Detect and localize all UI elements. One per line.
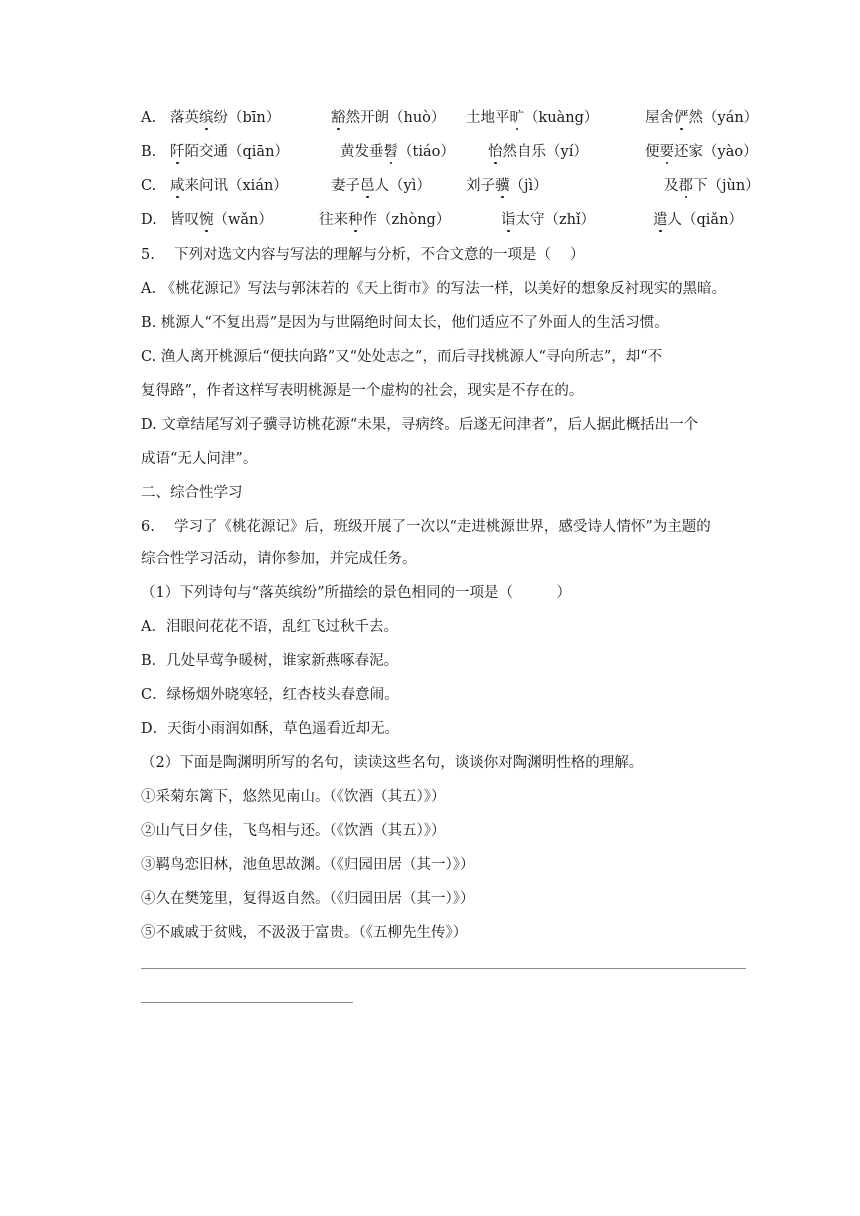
q5-option-b: B. 桃源人“不复出焉”是因为与世隔绝时间太长，他们适应不了外面人的生活习惯。 xyxy=(141,315,669,331)
q4-option-item xyxy=(645,108,758,128)
item-text-after: 作（zhòng） xyxy=(362,212,451,228)
emphasized-character: 骥 xyxy=(495,178,510,194)
emphasized-character: 缤 xyxy=(199,110,214,126)
emphasized-character: 髫 xyxy=(383,144,398,160)
q4-option-item xyxy=(645,142,758,162)
q6-part1-option-b: B．几处早莺争暖树，谁家新燕啄春泥。 xyxy=(141,653,399,669)
q4-option-item xyxy=(170,108,280,128)
item-text-before: 土地平 xyxy=(466,110,510,126)
item-text-before: 妻子 xyxy=(331,178,360,194)
emphasized-character: 豁 xyxy=(331,110,346,126)
q4-option-key: A. xyxy=(141,110,157,126)
item-text-before: 往来 xyxy=(319,212,348,228)
q4-option-item xyxy=(331,108,445,128)
q6-stem-line1: 6. 学习了《桃花源记》后，班级开展了一次以“走进桃源世界，感受诗人情怀”为主题的 xyxy=(141,519,711,535)
emphasized-character: 阡 xyxy=(170,144,185,160)
item-text-after: （kuàng） xyxy=(524,110,599,126)
quote-4: ④久在樊笼里，复得返自然。（《归园田居（其一）》） xyxy=(141,891,475,907)
item-text-after: 下（jùn） xyxy=(693,178,760,194)
q5-option-c-line1: C. 渔人离开桃源后“便扶向路”又“处处志之”，而后寻找桃源人“寻向所志”，却“不 xyxy=(141,349,663,365)
item-text-after: （wǎn） xyxy=(213,212,273,228)
q4-option-item xyxy=(664,176,760,196)
item-text-before: 便 xyxy=(645,144,660,160)
item-text-before: 皆叹 xyxy=(170,212,199,228)
section-heading: 二、综合性学习 xyxy=(141,485,243,501)
q4-option-key: C. xyxy=(141,178,157,194)
quote-1: ①采菊东篱下，悠然见南山。（《饮酒（其五）》） xyxy=(141,789,446,805)
item-text-after: （tiáo） xyxy=(398,144,455,160)
quote-2: ②山气日夕佳，飞鸟相与还。（《饮酒（其五）》） xyxy=(141,823,446,839)
q6-part1-option-a: A．泪眼问花花不语，乱红飞过秋千去。 xyxy=(141,619,398,635)
emphasized-character: 遣 xyxy=(653,212,668,228)
emphasized-character: 旷 xyxy=(509,110,524,126)
q4-option-key: D. xyxy=(141,212,157,228)
q4-option-item xyxy=(170,142,289,162)
quote-5: ⑤不戚戚于贫贱，不汲汲于富贵。（《五柳先生传》） xyxy=(141,925,468,941)
q6-part1-question: （1）下列诗句与“落英缤纷”所描绘的景色相同的一项是（ ） xyxy=(141,585,572,601)
q4-option-item xyxy=(340,142,455,162)
item-text-after: 然自乐（yí） xyxy=(502,144,588,160)
q4-option-key: B. xyxy=(141,144,157,160)
q4-option-item xyxy=(170,176,288,196)
item-text-after: 人（qiǎn） xyxy=(667,212,743,228)
item-text-after: （jì） xyxy=(509,178,548,194)
item-text-after: 纷（bīn） xyxy=(213,110,281,126)
q4-option-item xyxy=(170,210,273,230)
emphasized-character: 俨 xyxy=(674,110,689,126)
emphasized-character: 诣 xyxy=(501,212,516,228)
emphasized-character: 要 xyxy=(659,144,674,160)
q5-option-c-line2: 复得路”，作者这样写表明桃源是一个虚构的社会，现实是不存在的。 xyxy=(141,383,584,399)
q4-option-item xyxy=(466,176,548,196)
q6-part2-question: （2）下面是陶渊明所写的名句，读读这些名句，谈谈你对陶渊明性格的理解。 xyxy=(141,755,644,771)
item-text-after: 陌交通（qiān） xyxy=(184,144,289,160)
quote-3: ③羁鸟恋旧林，池鱼思故渊。（《归园田居（其一）》） xyxy=(141,857,475,873)
q5-stem: 5. 下列对选文内容与写法的理解与分析，不合文意的一项是（ ） xyxy=(141,247,585,263)
q4-option-item xyxy=(501,210,595,230)
q5-option-d-line2: 成语“无人问津”。 xyxy=(141,451,258,467)
item-text-after: 太守（zhǐ） xyxy=(515,212,596,228)
q6-stem-line2: 综合性学习活动，请你参加，并完成任务。 xyxy=(141,551,417,567)
item-text-after: 然（yán） xyxy=(688,110,759,126)
q4-option-item xyxy=(653,210,743,230)
q6-part1-option-c: C．绿杨烟外晓寒轻，红杏枝头春意闹。 xyxy=(141,687,399,703)
q4-option-item xyxy=(331,176,431,196)
q6-part1-option-d: D．天街小雨润如酥，草色遥看近却无。 xyxy=(141,721,400,737)
answer-line-2[interactable] xyxy=(141,1002,353,1003)
q4-option-item xyxy=(488,142,588,162)
emphasized-character: 邑 xyxy=(360,178,375,194)
q4-option-item xyxy=(319,210,450,230)
item-text-before: 刘子 xyxy=(466,178,495,194)
item-text-after: 然开朗（huò） xyxy=(345,110,446,126)
emphasized-character: 郡 xyxy=(678,178,693,194)
q4-option-item xyxy=(466,108,598,128)
item-text-before: 落英 xyxy=(170,110,199,126)
item-text-before: 黄发垂 xyxy=(340,144,384,160)
answer-line-1[interactable] xyxy=(141,968,746,969)
emphasized-character: 怡 xyxy=(488,144,503,160)
emphasized-character: 惋 xyxy=(199,212,214,228)
emphasized-character: 咸 xyxy=(170,178,185,194)
emphasized-character: 种 xyxy=(348,212,363,228)
item-text-after: 来问讯（xián） xyxy=(184,178,288,194)
item-text-after: 还家（yào） xyxy=(674,144,758,160)
q5-option-d-line1: D. 文章结尾写刘子骥寻访桃花源“未果，寻病终。后遂无问津者”，后人据此概括出一个 xyxy=(141,417,699,433)
item-text-before: 屋舍 xyxy=(645,110,674,126)
item-text-after: 人（yì） xyxy=(374,178,431,194)
q5-option-a: A. 《桃花源记》写法与郭沫若的《天上街市》的写法一样，以美好的想象反衬现实的黑暗。 xyxy=(141,281,727,297)
item-text-before: 及 xyxy=(664,178,679,194)
